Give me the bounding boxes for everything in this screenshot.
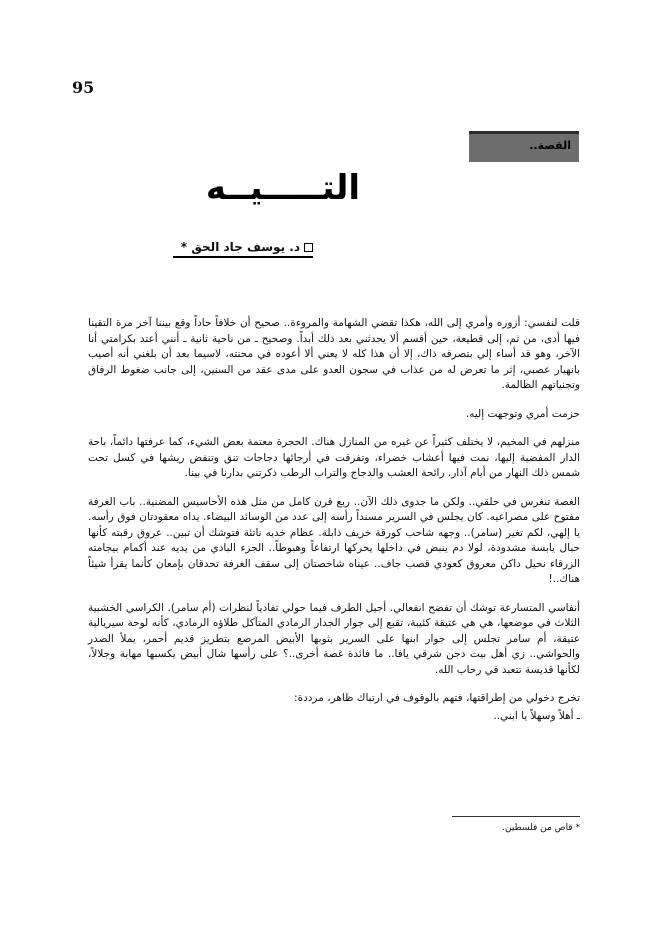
paragraph: حزمت أمري وتوجهت إليه. [465, 407, 580, 420]
footnote [430, 823, 580, 833]
section-header-bar [469, 131, 579, 162]
story-title: التـــــيــه [205, 168, 360, 208]
paragraph: الغصة تنغرس في حلقي.. ولكن ما جدوى ذلك الآن.. ربع قرن كامل من مثل هذه الأحاسيس المضنية.. باب الغرفة مفتوح على مصراعيه. كان يجلس في السرير مسنداً رأسه إلى عدد من الوسائد البيضاء. يداه معقودتان فوق رأسه. يا إلهي، لكم تغير (سامر).. وجهه شاحب كورقة خريف ذابلة. عظام خديه ناتئة فتوشك أن تبين.. عروق رقبته كأنها حبال يابسة مشدودة، لولا دم ينبض في داخلها يحركها ارتفاعاً وهبوطاً.. الجزء البادي من يديه عند أكمام بيجامته الزرقاء نحيل داكن معروق كعودي قصب جاف.. عيناه شاخصتان إلى سقف الغرفة تحدقان بإمعان كأنما يقرأ شيئاً هناك..! [88, 495, 580, 585]
paragraph: منزلهم في المخيم، لا يختلف كثيراً عن غيره من المنازل هناك. الحجرة معتمة بعض الشيء، كما عرفتها دائماً، باحة الدار المفضية إليها، نمت فيها أعشاب خضراء، وتفرقت في أرجائها دجاجات تنق وتنفض ريشها في كسل تحت شمس ذلك النهار من أيام آذار. رائحة العشب والدجاج والتراب الرطب ذكرتني بدارنا في بينا. [88, 436, 580, 479]
author-byline [173, 240, 313, 258]
page-number: 95 [72, 78, 95, 97]
footnote-marker: * [572, 823, 580, 833]
footnote-text: قاص من فلسطين. [502, 823, 573, 833]
paragraph: أنفاسي المتسارعة توشك أن تفضح انفعالي. أجيل الطرف فيما حولي تفادياً لنظرات (أم سامر). الكراسي الخشبية الثلاث في موضعها، هي هي عتيقة كئيبة، تقبع إلى جوار الجدار الرمادي المتآكل طلاؤه الرمادي، كأنه لوحة سيريالية عتيقة، أم سامر تجلس إلى جوار ابنها على السرير بثوبها الأبيض المرصع بتطريز قديم أحمر، يملأ الصدر والحواشي.. زي أهل بيت دجن شرقي يافا.. ما فائدة غصة أخرى..؟ على رأسها شال أبيض يكسبها مهابة وجلالاً، لكأنها قديسة تتعبد في رحاب الله. [88, 601, 580, 676]
paragraph: ـ أهلاً وسهلاً يا ابني.. [493, 709, 580, 722]
story-body [88, 316, 580, 737]
section-label: القصة.. [529, 139, 571, 152]
footnote-divider [452, 816, 580, 817]
author-name: د. يوسف جاد الحق * [180, 240, 300, 254]
paragraph: قلت لنفسي: أزوره وأمري إلى الله، هكذا تقضي الشهامة والمروءة.. صحيح أن خلافاً حاداً وقع بيننا آخر مرة التقينا فيها أدى، من ثم، إلى قطيعة، حين أقسم ألا يحدثني بعد ذلك أبداً. وصحيح ـ من ناحية ثانية ـ أنني أعتد بكرامتي أنا الآخر، وهو قد أساء إلي بتصرفه ذاك، إلا أن هذا كله لا يعني ألا أعوده في محنته، لاسيما بعد أن بلغني أنه أصيب بانهيار عصبي، إثر ما تعرض له من عذاب في سجون العدو على مدى عقد من السنين، إلى جانب ضغوط الرفاق وتجنياتهم الظالمة. [88, 317, 580, 391]
paragraph: تخرج دخولي من إطراقتها، فتهم بالوقوف في ارتباك ظاهر، مرددة: [294, 692, 580, 704]
square-bullet-icon [304, 243, 313, 252]
